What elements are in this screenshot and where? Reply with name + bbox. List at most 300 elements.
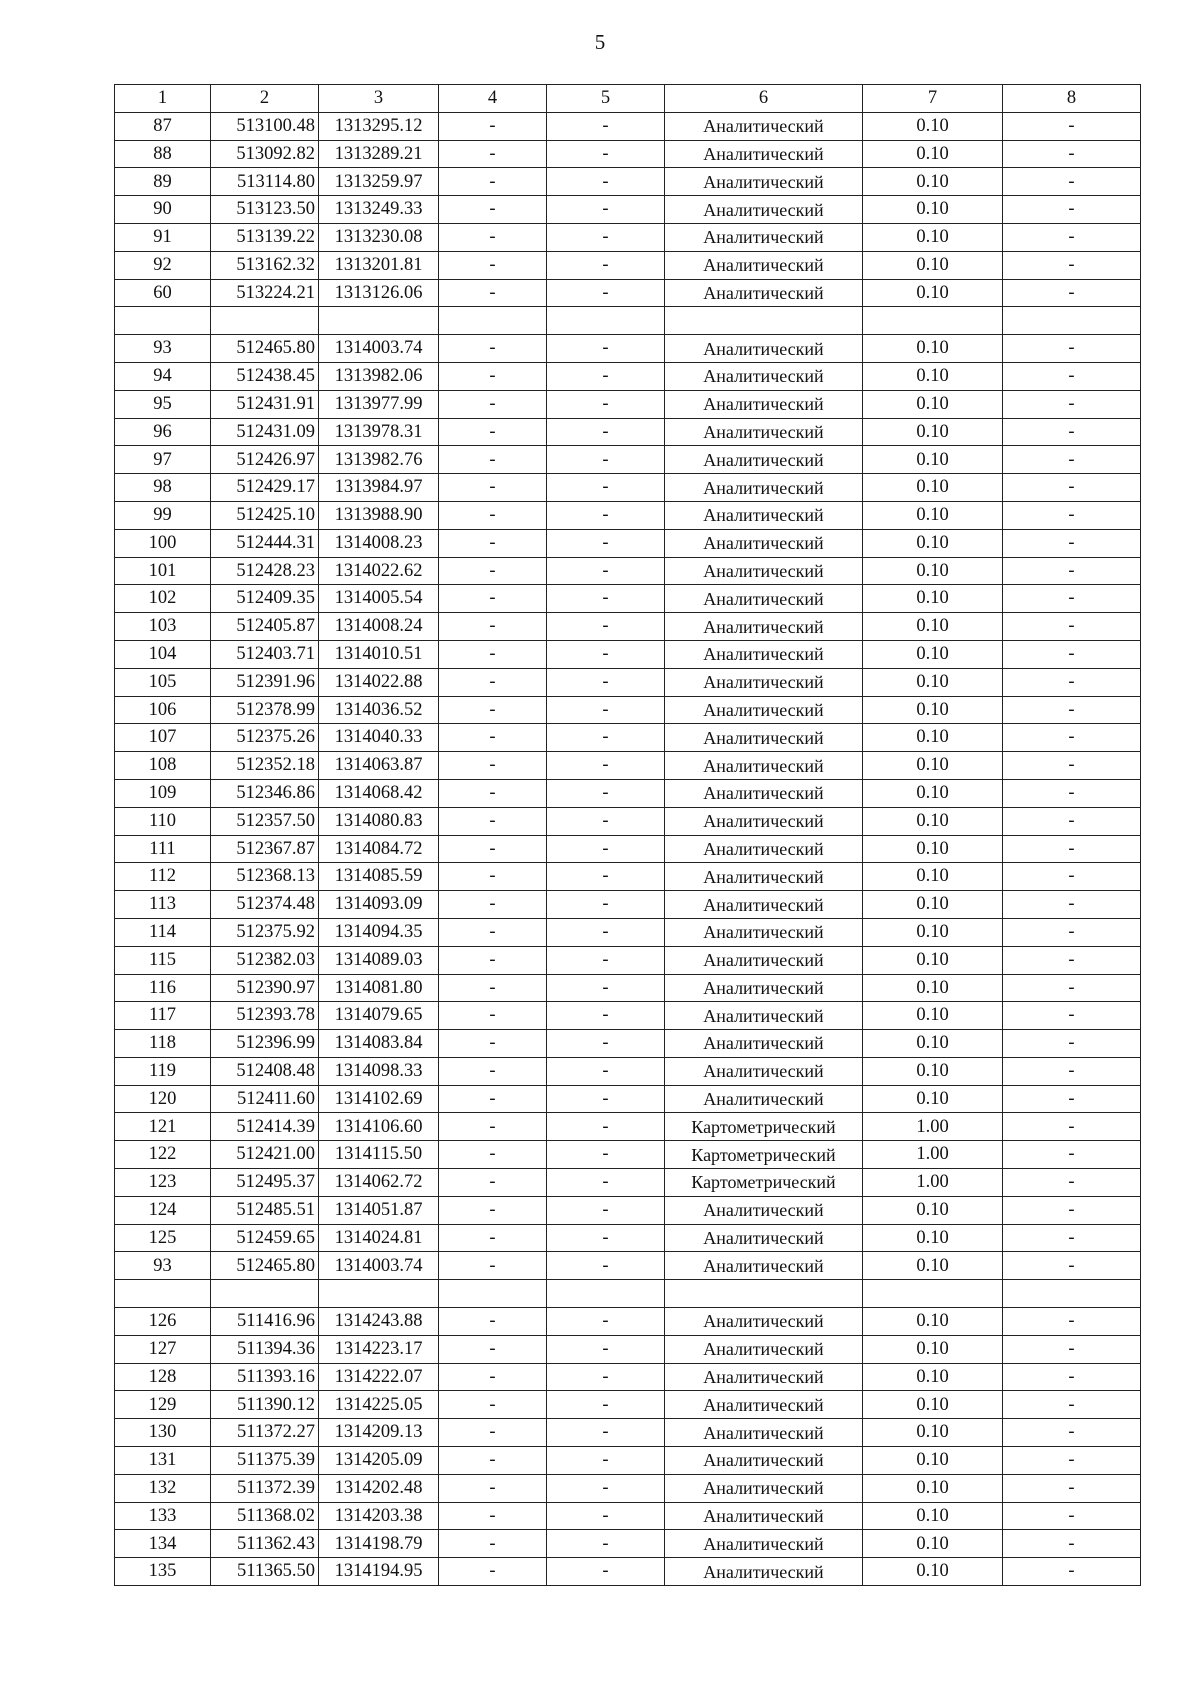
cell-method: Аналитический bbox=[665, 1335, 863, 1363]
cell-point-number: 100 bbox=[115, 529, 211, 557]
cell-col-8-value: - bbox=[1003, 724, 1141, 752]
header-col-4: 4 bbox=[439, 85, 547, 113]
cell-point-number: 94 bbox=[115, 362, 211, 390]
cell-col-8-value: - bbox=[1003, 1530, 1141, 1558]
cell-col-8-value: - bbox=[1003, 752, 1141, 780]
table-row bbox=[115, 1558, 1141, 1586]
cell-method: Картометрический bbox=[665, 1113, 863, 1141]
cell-point-number: 88 bbox=[115, 140, 211, 168]
header-col-1: 1 bbox=[115, 85, 211, 113]
cell-col-5-value: - bbox=[547, 1002, 665, 1030]
cell-x-coordinate: 512382.03 bbox=[211, 946, 319, 974]
cell-y-coordinate: 1314084.72 bbox=[319, 835, 439, 863]
cell-point-number: 93 bbox=[115, 335, 211, 363]
cell-col-5-value: - bbox=[547, 1447, 665, 1475]
cell-y-coordinate: 1314036.52 bbox=[319, 696, 439, 724]
cell-col-5-value: - bbox=[547, 891, 665, 919]
cell-method: Картометрический bbox=[665, 1169, 863, 1197]
table-body bbox=[115, 112, 1141, 1585]
cell-point-number: 89 bbox=[115, 168, 211, 196]
table-row bbox=[115, 974, 1141, 1002]
table-row bbox=[115, 1169, 1141, 1197]
table-row bbox=[115, 863, 1141, 891]
cell-col-8-value bbox=[1003, 1280, 1141, 1308]
cell-y-coordinate: 1313295.12 bbox=[319, 112, 439, 140]
cell-x-coordinate: 512390.97 bbox=[211, 974, 319, 1002]
cell-point-number: 131 bbox=[115, 1447, 211, 1475]
cell-x-coordinate: 512352.18 bbox=[211, 752, 319, 780]
cell-accuracy: 0.10 bbox=[863, 223, 1003, 251]
cell-method bbox=[665, 1280, 863, 1308]
cell-col-4-value: - bbox=[439, 1391, 547, 1419]
cell-accuracy: 0.10 bbox=[863, 474, 1003, 502]
cell-col-8-value bbox=[1003, 307, 1141, 335]
cell-col-4-value: - bbox=[439, 1447, 547, 1475]
cell-col-8-value: - bbox=[1003, 501, 1141, 529]
cell-accuracy: 0.10 bbox=[863, 891, 1003, 919]
cell-col-8-value: - bbox=[1003, 1141, 1141, 1169]
cell-method: Аналитический bbox=[665, 807, 863, 835]
table-row bbox=[115, 585, 1141, 613]
cell-accuracy: 0.10 bbox=[863, 863, 1003, 891]
cell-x-coordinate: 512426.97 bbox=[211, 446, 319, 474]
cell-y-coordinate: 1314005.54 bbox=[319, 585, 439, 613]
cell-accuracy: 0.10 bbox=[863, 1530, 1003, 1558]
cell-x-coordinate: 512495.37 bbox=[211, 1169, 319, 1197]
cell-y-coordinate: 1314243.88 bbox=[319, 1308, 439, 1336]
cell-method: Аналитический bbox=[665, 335, 863, 363]
cell-col-8-value: - bbox=[1003, 668, 1141, 696]
cell-x-coordinate: 513114.80 bbox=[211, 168, 319, 196]
cell-point-number: 106 bbox=[115, 696, 211, 724]
cell-y-coordinate: 1313289.21 bbox=[319, 140, 439, 168]
cell-col-8-value: - bbox=[1003, 1474, 1141, 1502]
cell-col-4-value: - bbox=[439, 1558, 547, 1586]
cell-x-coordinate bbox=[211, 307, 319, 335]
cell-col-5-value: - bbox=[547, 974, 665, 1002]
cell-method: Аналитический bbox=[665, 1474, 863, 1502]
cell-method: Аналитический bbox=[665, 1252, 863, 1280]
table-row bbox=[115, 918, 1141, 946]
cell-y-coordinate: 1314115.50 bbox=[319, 1141, 439, 1169]
table-row bbox=[115, 1002, 1141, 1030]
cell-point-number: 92 bbox=[115, 251, 211, 279]
cell-x-coordinate: 512391.96 bbox=[211, 668, 319, 696]
cell-point-number: 113 bbox=[115, 891, 211, 919]
cell-col-8-value: - bbox=[1003, 251, 1141, 279]
cell-col-8-value: - bbox=[1003, 362, 1141, 390]
table-row bbox=[115, 1391, 1141, 1419]
cell-col-8-value: - bbox=[1003, 1335, 1141, 1363]
cell-method: Аналитический bbox=[665, 1530, 863, 1558]
separator-row bbox=[115, 307, 1141, 335]
cell-col-4-value: - bbox=[439, 140, 547, 168]
cell-x-coordinate: 512428.23 bbox=[211, 557, 319, 585]
cell-y-coordinate: 1313984.97 bbox=[319, 474, 439, 502]
table-row bbox=[115, 807, 1141, 835]
table-row bbox=[115, 1113, 1141, 1141]
cell-method: Аналитический bbox=[665, 974, 863, 1002]
cell-accuracy: 0.10 bbox=[863, 1196, 1003, 1224]
cell-method: Аналитический bbox=[665, 1224, 863, 1252]
cell-col-4-value: - bbox=[439, 529, 547, 557]
cell-col-8-value: - bbox=[1003, 418, 1141, 446]
cell-x-coordinate: 512425.10 bbox=[211, 501, 319, 529]
table-row bbox=[115, 1363, 1141, 1391]
cell-method: Аналитический bbox=[665, 1085, 863, 1113]
cell-y-coordinate: 1314062.72 bbox=[319, 1169, 439, 1197]
cell-method: Аналитический bbox=[665, 1057, 863, 1085]
cell-col-4-value: - bbox=[439, 724, 547, 752]
cell-col-8-value: - bbox=[1003, 1057, 1141, 1085]
cell-x-coordinate: 513100.48 bbox=[211, 112, 319, 140]
cell-col-5-value: - bbox=[547, 668, 665, 696]
cell-point-number: 95 bbox=[115, 390, 211, 418]
cell-col-4-value: - bbox=[439, 1363, 547, 1391]
cell-col-5-value: - bbox=[547, 1558, 665, 1586]
cell-col-5-value: - bbox=[547, 279, 665, 307]
cell-point-number bbox=[115, 307, 211, 335]
cell-point-number: 110 bbox=[115, 807, 211, 835]
cell-col-5-value: - bbox=[547, 446, 665, 474]
cell-col-4-value: - bbox=[439, 362, 547, 390]
cell-point-number: 125 bbox=[115, 1224, 211, 1252]
cell-col-8-value: - bbox=[1003, 1252, 1141, 1280]
cell-point-number: 104 bbox=[115, 640, 211, 668]
cell-method: Аналитический bbox=[665, 362, 863, 390]
cell-col-4-value: - bbox=[439, 1308, 547, 1336]
cell-point-number: 90 bbox=[115, 196, 211, 224]
cell-col-5-value bbox=[547, 1280, 665, 1308]
header-col-7: 7 bbox=[863, 85, 1003, 113]
cell-point-number: 128 bbox=[115, 1363, 211, 1391]
cell-y-coordinate: 1313982.06 bbox=[319, 362, 439, 390]
cell-accuracy: 0.10 bbox=[863, 529, 1003, 557]
table-row bbox=[115, 335, 1141, 363]
cell-col-8-value: - bbox=[1003, 223, 1141, 251]
cell-accuracy: 0.10 bbox=[863, 112, 1003, 140]
cell-col-4-value: - bbox=[439, 1002, 547, 1030]
table-row bbox=[115, 1057, 1141, 1085]
cell-method: Аналитический bbox=[665, 696, 863, 724]
cell-method: Аналитический bbox=[665, 1502, 863, 1530]
cell-col-5-value: - bbox=[547, 1419, 665, 1447]
cell-col-5-value: - bbox=[547, 640, 665, 668]
cell-col-8-value: - bbox=[1003, 1391, 1141, 1419]
table-row bbox=[115, 112, 1141, 140]
cell-x-coordinate: 512429.17 bbox=[211, 474, 319, 502]
cell-col-8-value: - bbox=[1003, 891, 1141, 919]
cell-method: Аналитический bbox=[665, 279, 863, 307]
cell-col-4-value: - bbox=[439, 446, 547, 474]
cell-col-4-value: - bbox=[439, 1057, 547, 1085]
cell-col-5-value: - bbox=[547, 1502, 665, 1530]
cell-col-8-value: - bbox=[1003, 1169, 1141, 1197]
cell-col-5-value: - bbox=[547, 835, 665, 863]
cell-x-coordinate: 512367.87 bbox=[211, 835, 319, 863]
cell-method: Аналитический bbox=[665, 474, 863, 502]
cell-col-8-value: - bbox=[1003, 279, 1141, 307]
cell-col-5-value: - bbox=[547, 1252, 665, 1280]
cell-x-coordinate: 511375.39 bbox=[211, 1447, 319, 1475]
cell-y-coordinate: 1313249.33 bbox=[319, 196, 439, 224]
cell-col-8-value: - bbox=[1003, 1113, 1141, 1141]
cell-col-5-value: - bbox=[547, 1335, 665, 1363]
cell-col-4-value: - bbox=[439, 918, 547, 946]
table-row bbox=[115, 779, 1141, 807]
cell-x-coordinate: 511372.39 bbox=[211, 1474, 319, 1502]
table-row bbox=[115, 1030, 1141, 1058]
cell-x-coordinate: 512396.99 bbox=[211, 1030, 319, 1058]
cell-accuracy: 0.10 bbox=[863, 807, 1003, 835]
cell-accuracy: 0.10 bbox=[863, 1057, 1003, 1085]
cell-col-4-value: - bbox=[439, 1335, 547, 1363]
cell-col-5-value: - bbox=[547, 1308, 665, 1336]
cell-method: Аналитический bbox=[665, 140, 863, 168]
cell-col-5-value: - bbox=[547, 918, 665, 946]
cell-x-coordinate: 511368.02 bbox=[211, 1502, 319, 1530]
cell-col-5-value: - bbox=[547, 585, 665, 613]
cell-method: Аналитический bbox=[665, 501, 863, 529]
header-col-6: 6 bbox=[665, 85, 863, 113]
cell-col-4-value: - bbox=[439, 1030, 547, 1058]
cell-col-4-value: - bbox=[439, 1252, 547, 1280]
cell-col-8-value: - bbox=[1003, 1363, 1141, 1391]
cell-y-coordinate: 1314081.80 bbox=[319, 974, 439, 1002]
table-row bbox=[115, 1502, 1141, 1530]
cell-point-number: 119 bbox=[115, 1057, 211, 1085]
cell-x-coordinate: 512374.48 bbox=[211, 891, 319, 919]
table-row bbox=[115, 279, 1141, 307]
cell-col-5-value: - bbox=[547, 362, 665, 390]
cell-accuracy: 0.10 bbox=[863, 1030, 1003, 1058]
header-col-2: 2 bbox=[211, 85, 319, 113]
cell-accuracy: 0.10 bbox=[863, 724, 1003, 752]
cell-col-5-value: - bbox=[547, 1224, 665, 1252]
cell-x-coordinate: 511394.36 bbox=[211, 1335, 319, 1363]
cell-accuracy: 0.10 bbox=[863, 1308, 1003, 1336]
cell-method bbox=[665, 307, 863, 335]
cell-y-coordinate: 1314106.60 bbox=[319, 1113, 439, 1141]
cell-col-5-value: - bbox=[547, 251, 665, 279]
cell-y-coordinate: 1314010.51 bbox=[319, 640, 439, 668]
cell-accuracy: 0.10 bbox=[863, 140, 1003, 168]
cell-x-coordinate: 513092.82 bbox=[211, 140, 319, 168]
cell-accuracy: 0.10 bbox=[863, 1474, 1003, 1502]
cell-x-coordinate bbox=[211, 1280, 319, 1308]
cell-col-4-value: - bbox=[439, 891, 547, 919]
cell-method: Аналитический bbox=[665, 668, 863, 696]
cell-accuracy: 0.10 bbox=[863, 918, 1003, 946]
table-row bbox=[115, 640, 1141, 668]
table-row bbox=[115, 752, 1141, 780]
cell-col-8-value: - bbox=[1003, 1419, 1141, 1447]
cell-col-4-value: - bbox=[439, 1224, 547, 1252]
cell-col-5-value: - bbox=[547, 724, 665, 752]
cell-point-number: 111 bbox=[115, 835, 211, 863]
header-col-8: 8 bbox=[1003, 85, 1141, 113]
cell-accuracy: 0.10 bbox=[863, 501, 1003, 529]
cell-y-coordinate: 1314003.74 bbox=[319, 335, 439, 363]
cell-accuracy: 0.10 bbox=[863, 335, 1003, 363]
cell-point-number: 132 bbox=[115, 1474, 211, 1502]
cell-point-number: 122 bbox=[115, 1141, 211, 1169]
cell-accuracy: 0.10 bbox=[863, 1085, 1003, 1113]
cell-col-5-value bbox=[547, 307, 665, 335]
cell-point-number: 135 bbox=[115, 1558, 211, 1586]
cell-x-coordinate: 511393.16 bbox=[211, 1363, 319, 1391]
cell-col-4-value: - bbox=[439, 1419, 547, 1447]
cell-y-coordinate: 1314209.13 bbox=[319, 1419, 439, 1447]
cell-method: Аналитический bbox=[665, 529, 863, 557]
cell-col-4-value: - bbox=[439, 501, 547, 529]
cell-y-coordinate: 1314024.81 bbox=[319, 1224, 439, 1252]
cell-point-number: 134 bbox=[115, 1530, 211, 1558]
cell-accuracy: 0.10 bbox=[863, 1363, 1003, 1391]
cell-y-coordinate: 1314198.79 bbox=[319, 1530, 439, 1558]
cell-y-coordinate: 1313201.81 bbox=[319, 251, 439, 279]
cell-y-coordinate: 1314203.38 bbox=[319, 1502, 439, 1530]
cell-point-number: 96 bbox=[115, 418, 211, 446]
cell-point-number: 101 bbox=[115, 557, 211, 585]
cell-col-4-value: - bbox=[439, 557, 547, 585]
cell-col-5-value: - bbox=[547, 696, 665, 724]
cell-col-4-value: - bbox=[439, 1085, 547, 1113]
cell-method: Аналитический bbox=[665, 891, 863, 919]
cell-point-number: 109 bbox=[115, 779, 211, 807]
cell-col-8-value: - bbox=[1003, 1030, 1141, 1058]
cell-col-8-value: - bbox=[1003, 1085, 1141, 1113]
cell-col-8-value: - bbox=[1003, 974, 1141, 1002]
table-row bbox=[115, 390, 1141, 418]
cell-col-8-value: - bbox=[1003, 779, 1141, 807]
table-row bbox=[115, 946, 1141, 974]
cell-col-8-value: - bbox=[1003, 807, 1141, 835]
cell-col-4-value bbox=[439, 307, 547, 335]
table-row bbox=[115, 362, 1141, 390]
cell-y-coordinate: 1314003.74 bbox=[319, 1252, 439, 1280]
cell-col-4-value: - bbox=[439, 696, 547, 724]
cell-x-coordinate: 512403.71 bbox=[211, 640, 319, 668]
cell-method: Картометрический bbox=[665, 1141, 863, 1169]
cell-col-8-value: - bbox=[1003, 446, 1141, 474]
cell-point-number: 60 bbox=[115, 279, 211, 307]
cell-point-number: 118 bbox=[115, 1030, 211, 1058]
table-row bbox=[115, 1141, 1141, 1169]
table-row bbox=[115, 1085, 1141, 1113]
cell-y-coordinate: 1314225.05 bbox=[319, 1391, 439, 1419]
cell-col-5-value: - bbox=[547, 863, 665, 891]
cell-col-5-value: - bbox=[547, 335, 665, 363]
cell-method: Аналитический bbox=[665, 752, 863, 780]
cell-x-coordinate: 512357.50 bbox=[211, 807, 319, 835]
cell-accuracy: 0.10 bbox=[863, 668, 1003, 696]
cell-accuracy: 0.10 bbox=[863, 1502, 1003, 1530]
cell-method: Аналитический bbox=[665, 390, 863, 418]
cell-x-coordinate: 512459.65 bbox=[211, 1224, 319, 1252]
cell-col-4-value: - bbox=[439, 585, 547, 613]
cell-col-5-value: - bbox=[547, 1530, 665, 1558]
cell-point-number: 114 bbox=[115, 918, 211, 946]
cell-accuracy: 0.10 bbox=[863, 446, 1003, 474]
cell-col-5-value: - bbox=[547, 557, 665, 585]
cell-accuracy: 0.10 bbox=[863, 1447, 1003, 1475]
cell-col-8-value: - bbox=[1003, 1502, 1141, 1530]
cell-col-4-value: - bbox=[439, 251, 547, 279]
cell-accuracy: 0.10 bbox=[863, 946, 1003, 974]
cell-col-5-value: - bbox=[547, 168, 665, 196]
page-number: 5 bbox=[594, 30, 606, 54]
table-row bbox=[115, 529, 1141, 557]
cell-y-coordinate bbox=[319, 1280, 439, 1308]
cell-method: Аналитический bbox=[665, 168, 863, 196]
cell-col-8-value: - bbox=[1003, 835, 1141, 863]
cell-point-number bbox=[115, 1280, 211, 1308]
cell-point-number: 112 bbox=[115, 863, 211, 891]
cell-col-5-value: - bbox=[547, 1196, 665, 1224]
cell-accuracy: 1.00 bbox=[863, 1113, 1003, 1141]
cell-x-coordinate: 512409.35 bbox=[211, 585, 319, 613]
coordinates-table bbox=[114, 84, 1141, 1586]
cell-col-4-value: - bbox=[439, 1113, 547, 1141]
cell-point-number: 103 bbox=[115, 613, 211, 641]
cell-x-coordinate: 512378.99 bbox=[211, 696, 319, 724]
cell-col-4-value: - bbox=[439, 279, 547, 307]
cell-method: Аналитический bbox=[665, 1308, 863, 1336]
cell-point-number: 87 bbox=[115, 112, 211, 140]
cell-x-coordinate: 512411.60 bbox=[211, 1085, 319, 1113]
cell-col-4-value: - bbox=[439, 779, 547, 807]
cell-accuracy: 0.10 bbox=[863, 779, 1003, 807]
cell-y-coordinate: 1314085.59 bbox=[319, 863, 439, 891]
cell-point-number: 133 bbox=[115, 1502, 211, 1530]
cell-col-8-value: - bbox=[1003, 613, 1141, 641]
cell-col-4-value: - bbox=[439, 807, 547, 835]
cell-x-coordinate: 512465.80 bbox=[211, 1252, 319, 1280]
cell-method: Аналитический bbox=[665, 918, 863, 946]
cell-y-coordinate: 1314098.33 bbox=[319, 1057, 439, 1085]
cell-method: Аналитический bbox=[665, 835, 863, 863]
cell-y-coordinate: 1313988.90 bbox=[319, 501, 439, 529]
cell-accuracy: 0.10 bbox=[863, 835, 1003, 863]
cell-col-4-value: - bbox=[439, 474, 547, 502]
cell-point-number: 102 bbox=[115, 585, 211, 613]
separator-row bbox=[115, 1280, 1141, 1308]
cell-col-5-value: - bbox=[547, 1141, 665, 1169]
cell-col-4-value bbox=[439, 1280, 547, 1308]
cell-col-4-value: - bbox=[439, 390, 547, 418]
table-row bbox=[115, 1224, 1141, 1252]
cell-method: Аналитический bbox=[665, 251, 863, 279]
cell-accuracy: 0.10 bbox=[863, 1224, 1003, 1252]
cell-method: Аналитический bbox=[665, 446, 863, 474]
cell-col-5-value: - bbox=[547, 501, 665, 529]
cell-y-coordinate: 1314051.87 bbox=[319, 1196, 439, 1224]
cell-col-4-value: - bbox=[439, 1141, 547, 1169]
cell-method: Аналитический bbox=[665, 1447, 863, 1475]
cell-y-coordinate: 1313126.06 bbox=[319, 279, 439, 307]
cell-method: Аналитический bbox=[665, 1419, 863, 1447]
cell-y-coordinate: 1314008.24 bbox=[319, 613, 439, 641]
cell-point-number: 107 bbox=[115, 724, 211, 752]
header-row bbox=[115, 85, 1141, 113]
cell-accuracy: 0.10 bbox=[863, 1391, 1003, 1419]
cell-col-5-value: - bbox=[547, 752, 665, 780]
cell-method: Аналитический bbox=[665, 724, 863, 752]
cell-accuracy: 0.10 bbox=[863, 1252, 1003, 1280]
cell-col-5-value: - bbox=[547, 196, 665, 224]
cell-y-coordinate: 1314202.48 bbox=[319, 1474, 439, 1502]
